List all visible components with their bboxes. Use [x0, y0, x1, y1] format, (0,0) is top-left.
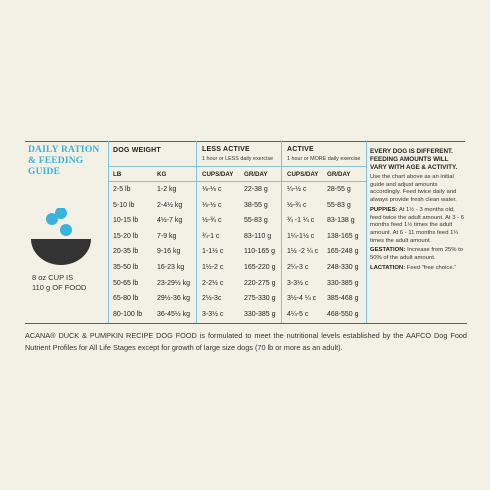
table-cell-g2: 83-138 g	[327, 217, 355, 225]
table-cell-g2: 385-468 g	[327, 295, 359, 303]
table-cell-lb: 50-65 lb	[113, 279, 139, 287]
table-cell-lb: 35-50 lb	[113, 264, 139, 271]
table-cell-c1: 2½-3c	[202, 295, 222, 303]
table-cell-c2: 4¼-5 c	[287, 310, 309, 318]
table-cell-g1: 55-83 g	[244, 217, 268, 225]
less-active-subheader: 1 hour or LESS daily exercise	[202, 156, 274, 162]
table-cell-kg: 23-29½ kg	[157, 279, 191, 287]
table-cell-kg: 16-23 kg	[157, 264, 185, 271]
notes-gestation	[370, 247, 466, 262]
gestation-label: GESTATION:	[370, 247, 406, 254]
table-divider	[196, 141, 197, 323]
table-cell-g1: 110-165 g	[244, 248, 276, 256]
less-active-header: LESS ACTIVE	[202, 146, 250, 153]
guide-title: DAILY RATION & FEEDING GUIDE	[28, 145, 100, 177]
table-cell-kg: 29½-36 kg	[157, 295, 191, 303]
table-cell-kg: 1-2 kg	[157, 186, 177, 193]
notes-puppies	[370, 207, 466, 246]
table-cell-g2: 165-248 g	[327, 248, 359, 256]
active-subheader: 1 hour or MORE daily exercise	[287, 156, 361, 162]
cups-column-header: CUPS/DAY	[202, 171, 234, 178]
table-cell-c1: ½-¾ c	[202, 217, 222, 225]
table-cell-g2: 330-385 g	[327, 279, 359, 287]
cup-note-line: 110 g OF FOOD	[32, 283, 87, 292]
table-cell-kg: 36-45½ kg	[157, 310, 191, 318]
puppies-text: At 1½ - 3 months old, feed twice the adult amount. At 3 - 6 months feed 1½ times the adult amount. At 6 - 11 months feed 1¼ times the adult amount.	[370, 206, 464, 244]
table-cell-kg: 9-16 kg	[157, 248, 181, 256]
cup-note	[32, 273, 86, 293]
cups-column-header: CUPS/DAY	[287, 171, 319, 178]
table-cell-g1: 220-275 g	[244, 279, 276, 287]
table-divider	[108, 181, 366, 182]
table-cell-g2: 28-55 g	[327, 186, 351, 193]
table-cell-c2: 1½ -2 ¼ c	[287, 248, 319, 256]
table-cell-c1: 2-2½ c	[202, 279, 224, 287]
table-cell-c1: ¾-1 c	[202, 232, 220, 240]
kibble-icon	[60, 224, 72, 236]
lb-column-header: LB	[113, 171, 122, 178]
table-cell-g2: 55-83 g	[327, 201, 351, 209]
table-cell-c1: 3-3½ c	[202, 310, 224, 318]
puppies-label: PUPPIES:	[370, 206, 398, 213]
table-cell-c2: 3½-4 ¼ c	[287, 295, 317, 303]
table-cell-c2: 1¼-1½ c	[287, 232, 315, 240]
active-header: ACTIVE	[287, 146, 314, 153]
feeding-notes	[370, 148, 466, 274]
table-cell-g1: 83-110 g	[244, 232, 272, 240]
grams-column-header: GR/DAY	[327, 171, 351, 178]
cup-note-line: 8 oz CUP IS	[32, 273, 74, 282]
notes-intro: Use the chart above as an initial guide and adjust amounts accordingly. Feed twice daily and always provide fresh clean water.	[370, 174, 457, 204]
notes-lactation	[370, 265, 466, 273]
food-bowl-icon	[30, 208, 92, 270]
table-cell-kg: 2-4½ kg	[157, 201, 183, 209]
table-cell-c1: ⅓-½ c	[202, 201, 222, 209]
table-cell-c2: 3-3½ c	[287, 279, 309, 287]
table-cell-lb: 20-35 lb	[113, 248, 139, 256]
table-cell-c2: 2¼-3 c	[287, 264, 309, 271]
table-cell-kg: 7-9 kg	[157, 232, 177, 240]
table-cell-lb: 15-20 lb	[113, 232, 139, 240]
table-cell-c1: 1½-2 c	[202, 264, 224, 271]
table-cell-c1: 1-1½ c	[202, 248, 224, 256]
table-cell-g1: 330-385 g	[244, 310, 276, 318]
table-divider	[366, 141, 367, 323]
table-cell-c1: ⅛-⅓ c	[202, 186, 222, 193]
lactation-label: LACTATION:	[370, 264, 406, 271]
table-cell-lb: 10-15 lb	[113, 217, 139, 225]
table-cell-lb: 80-100 lb	[113, 310, 143, 318]
table-cell-c2: ½-¾ c	[287, 201, 307, 209]
table-cell-lb: 65-80 lb	[113, 295, 139, 303]
aafco-statement: ACANA® DUCK & PUMPKIN RECIPE DOG FOOD is formulated to meet the nutritional levels established by the AAFCO Dog Food Nutrient Profiles for All Life Stages except for growth of large size dogs (70 lb or more as an adult).	[25, 323, 467, 354]
table-cell-lb: 2-5 lb	[113, 186, 131, 193]
table-cell-g2: 138-165 g	[327, 232, 359, 240]
table-cell-kg: 4½-7 kg	[157, 217, 183, 225]
notes-lead: EVERY DOG IS DIFFERENT. FEEDING AMOUNTS WILL VARY WITH AGE & ACTIVITY.	[370, 148, 458, 171]
kg-column-header: KG	[157, 171, 167, 178]
table-cell-g1: 165-220 g	[244, 264, 276, 271]
table-cell-g2: 468-550 g	[327, 310, 359, 318]
table-cell-g1: 22-38 g	[244, 186, 268, 193]
table-cell-g1: 38-55 g	[244, 201, 268, 209]
table-divider	[108, 166, 366, 167]
gestation-text: Increase from 25% to 50% of the adult amount.	[370, 247, 464, 262]
table-divider	[281, 141, 282, 323]
table-cell-c2: ¼-½ c	[287, 186, 307, 193]
bowl-shape	[31, 239, 91, 265]
table-cell-c2: ¾ -1 ¼ c	[287, 217, 315, 225]
dog-weight-header: DOG WEIGHT	[113, 147, 161, 154]
grams-column-header: GR/DAY	[244, 171, 268, 178]
lactation-text: Feed “free choice.”	[406, 264, 457, 271]
table-cell-g1: 275-330 g	[244, 295, 276, 303]
table-divider	[108, 141, 109, 323]
table-cell-lb: 5-10 lb	[113, 201, 135, 209]
table-cell-g2: 248-330 g	[327, 264, 359, 271]
